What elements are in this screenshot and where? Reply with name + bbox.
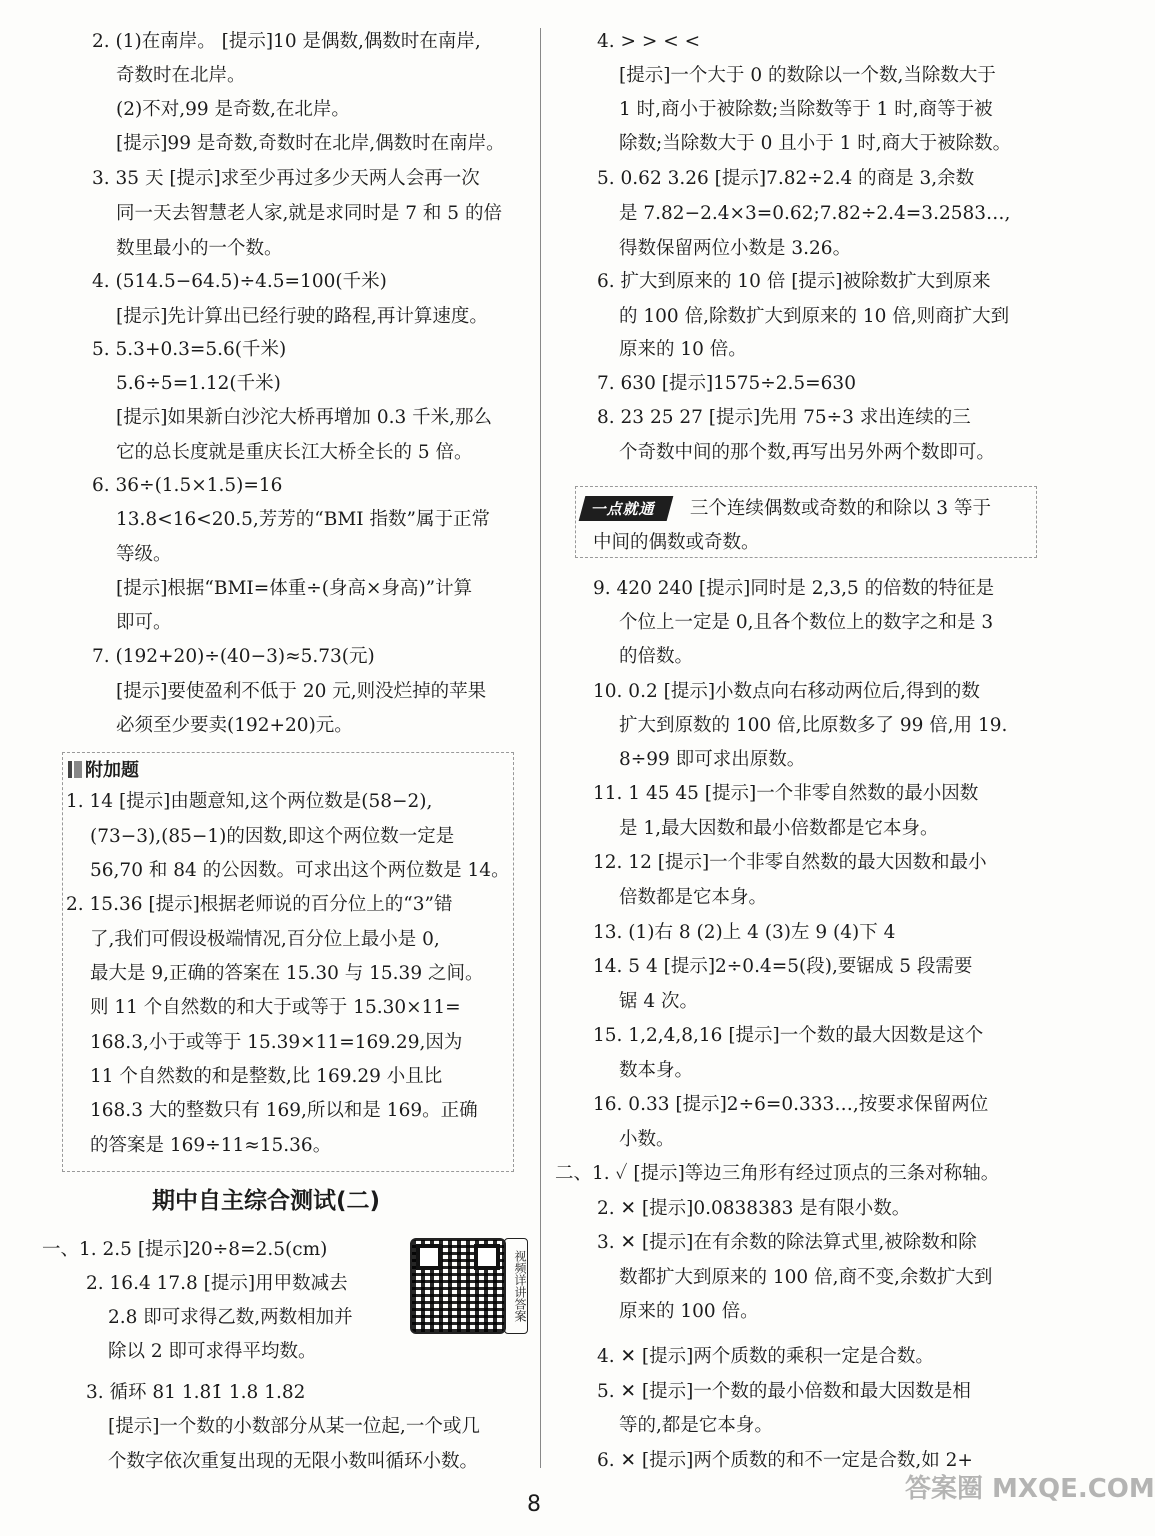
right-text-line: 11. 1 45 45 [提示]一个非零自然数的最小因数 [593,783,979,804]
left-text-line: 2. 15.36 [提示]根据老师说的百分位上的“3”错 [66,894,453,915]
left-text-line: 一、1. 2.5 [提示]20÷8=2.5(cm) [42,1239,328,1260]
right-text-line: 2. ✕ [提示]0.0838383 是有限小数。 [597,1198,911,1219]
right-text-line: 是 1,最大因数和最小倍数都是它本身。 [619,818,939,839]
left-text-line: 7. (192+20)÷(40−3)≈5.73(元) [92,646,375,667]
left-text-line: 56,70 和 84 的公因数。可求出这个两位数是 14。 [90,860,510,881]
right-text-line: 得数保留两位小数是 3.26。 [619,238,852,259]
right-text-line: 1 时,商小于被除数;当除数等于 1 时,商等于被 [619,99,993,120]
right-text-line: 5. ✕ [提示]一个数的最小倍数和最大因数是相 [597,1381,971,1402]
left-text-line: 1. 14 [提示]由题意知,这个两位数是(58−2), [66,791,433,812]
right-text-line: 的 100 倍,除数扩大到原来的 10 倍,则商扩大到 [619,306,1010,327]
left-text-line: 2. (1)在南岸。 [提示]10 是偶数,偶数时在南岸, [92,31,481,52]
right-text-line: 数都扩大到原来的 100 倍,商不变,余数扩大到 [619,1267,993,1288]
right-text-line: 3. ✕ [提示]在有余数的除法算式里,被除数和除 [597,1232,977,1253]
right-text-line: 4. > > < < [597,31,701,52]
left-text-line: 6. 36÷(1.5×1.5)=16 [92,475,283,496]
right-text-line: 10. 0.2 [提示]小数点向右移动两位后,得到的数 [593,681,980,702]
left-text-line: 3. 35 天 [提示]求至少再过多少天两人会再一次 [92,168,480,189]
left-text-line: 2.8 即可求得乙数,两数相加并 [108,1307,353,1328]
left-text-line: 11 个自然数的和是整数,比 169.29 小且比 [90,1066,443,1087]
right-text-line: 个奇数中间的那个数,再写出另外两个数即可。 [619,442,995,463]
right-text-line: 13. (1)右 8 (2)上 4 (3)左 9 (4)下 4 [593,922,896,943]
left-text-line: 5.6÷5=1.12(千米) [116,373,281,394]
right-text-line: 扩大到原数的 100 倍,比原数多了 99 倍,用 19. [619,715,1008,736]
right-text-line: [提示]一个大于 0 的数除以一个数,当除数大于 [619,65,996,86]
left-text-line: [提示]先计算出已经行驶的路程,再计算速度。 [116,306,488,327]
left-text-line: 个数字依次重复出现的无限小数叫循环小数。 [108,1451,479,1472]
right-text-line: 锯 4 次。 [619,991,699,1012]
right-text-line: 等的,都是它本身。 [619,1415,773,1436]
left-text-line: 它的总长度就是重庆长江大桥全长的 5 倍。 [116,442,473,463]
right-text-line: 9. 420 240 [提示]同时是 2,3,5 的倍数的特征是 [593,578,995,599]
left-text-line: [提示]要使盈利不低于 20 元,则没烂掉的苹果 [116,681,487,702]
left-text-line: (2)不对,99 是奇数,在北岸。 [116,99,350,120]
right-text-line: 小数。 [619,1129,675,1150]
right-text-line: 6. 扩大到原来的 10 倍 [提示]被除数扩大到原来 [597,271,991,292]
right-text-line: 8. 23 25 27 [提示]先用 75÷3 求出连续的三 [597,407,971,428]
tip-text: 三个连续偶数或奇数的和除以 3 等于 [689,498,991,519]
right-text-line: 除数;当除数大于 0 且小于 1 时,商大于被除数。 [619,133,1012,154]
right-column [545,0,1029,1536]
left-text-line: 奇数时在北岸。 [116,65,246,86]
right-text-line: 是 7.82−2.4×3=0.62;7.82÷2.4=3.2583…, [619,203,1011,224]
left-text-line: 2. 16.4 17.8 [提示]用甲数减去 [86,1273,348,1294]
right-text-line: 倍数都是它本身。 [619,887,768,908]
right-text-line: 的倍数。 [619,646,694,667]
right-text-line: 个位上一定是 0,且各个数位上的数字之和是 3 [619,612,994,633]
right-text-line: 14. 5 4 [提示]2÷0.4=5(段),要锯成 5 段需要 [593,956,973,977]
left-text-line: 即可。 [116,612,172,633]
right-text-line: 数本身。 [619,1060,694,1081]
right-text-line: 4. ✕ [提示]两个质数的乘积一定是合数。 [597,1346,934,1367]
left-text-line: 同一天去智慧老人家,就是求同时是 7 和 5 的倍 [116,203,502,224]
page-number: 8 [527,1492,541,1517]
left-text-line: 最大是 9,正确的答案在 15.30 与 15.39 之间。 [90,963,484,984]
bonus-icon [68,761,82,778]
left-text-line: 3. 循环 81 1.8̇1̇ 1.8 1.82 [86,1382,306,1403]
left-text-line: 168.3 大的整数只有 169,所以和是 169。正确 [90,1100,478,1121]
right-text-line: 原来的 100 倍。 [619,1301,759,1322]
right-text-line: 8÷99 即可求出原数。 [619,749,806,770]
right-text-line: 5. 0.62 3.26 [提示]7.82÷2.4 的商是 3,余数 [597,168,975,189]
left-text-line: 等级。 [116,544,172,565]
left-text-line: 了,我们可假设极端情况,百分位上最小是 0, [90,929,440,950]
left-text-line: 的答案是 169÷11≈15.36。 [90,1135,332,1156]
left-text-line: [提示]如果新白沙沱大桥再增加 0.3 千米,那么 [116,407,492,428]
qr-caption: 视频详讲答案 [504,1238,528,1334]
left-text-line: 168.3,小于或等于 15.39×11=169.29,因为 [90,1032,463,1053]
tip-badge: 一点就通 [579,496,674,521]
left-text-line: 必须至少要卖(192+20)元。 [116,715,353,736]
bonus-box [62,752,514,1172]
column-divider [540,28,541,1468]
left-text-line: [提示]99 是奇数,奇数时在北岸,偶数时在南岸。 [116,133,505,154]
tip-row [582,494,991,521]
left-text-line: 4. (514.5−64.5)÷4.5=100(千米) [92,271,387,292]
left-text-line: 数里最小的一个数。 [116,238,283,259]
watermark: 答案圈 MXQE.COM [905,1474,1155,1504]
right-text-line: 中间的偶数或奇数。 [593,532,760,553]
left-text-line: [提示]一个数的小数部分从某一位起,一个或几 [108,1416,480,1437]
right-text-line: 7. 630 [提示]1575÷2.5=630 [597,373,856,394]
left-text-line: 5. 5.3+0.3=5.6(千米) [92,339,287,360]
right-text-line: 原来的 10 倍。 [619,339,747,360]
right-text-line: 12. 12 [提示]一个非零自然数的最大因数和最小 [593,852,987,873]
left-text-line: [提示]根据“BMI=体重÷(身高×身高)”计算 [116,578,473,599]
right-text-line: 二、1. ✓ [提示]等边三角形有经过顶点的三条对称轴。 [555,1163,1000,1184]
section-title: 期中自主综合测试(二) [152,1188,381,1214]
left-text-line: 13.8<16<20.5,芳芳的“BMI 指数”属于正常 [116,509,490,530]
right-text-line: 15. 1,2,4,8,16 [提示]一个数的最大因数是这个 [593,1025,984,1046]
left-text-line: (73−3),(85−1)的因数,即这个两位数一定是 [90,826,455,847]
right-text-line: 6. ✕ [提示]两个质数的和不一定是合数,如 2+ [597,1450,973,1471]
bonus-heading: 附加题 [68,756,139,782]
left-text-line: 则 11 个自然数的和大于或等于 15.30×11= [90,997,461,1018]
left-text-line: 除以 2 即可求得平均数。 [108,1341,317,1362]
right-text-line: 16. 0.33 [提示]2÷6=0.333…,按要求保留两位 [593,1094,989,1115]
qr-code-icon[interactable] [410,1238,506,1334]
